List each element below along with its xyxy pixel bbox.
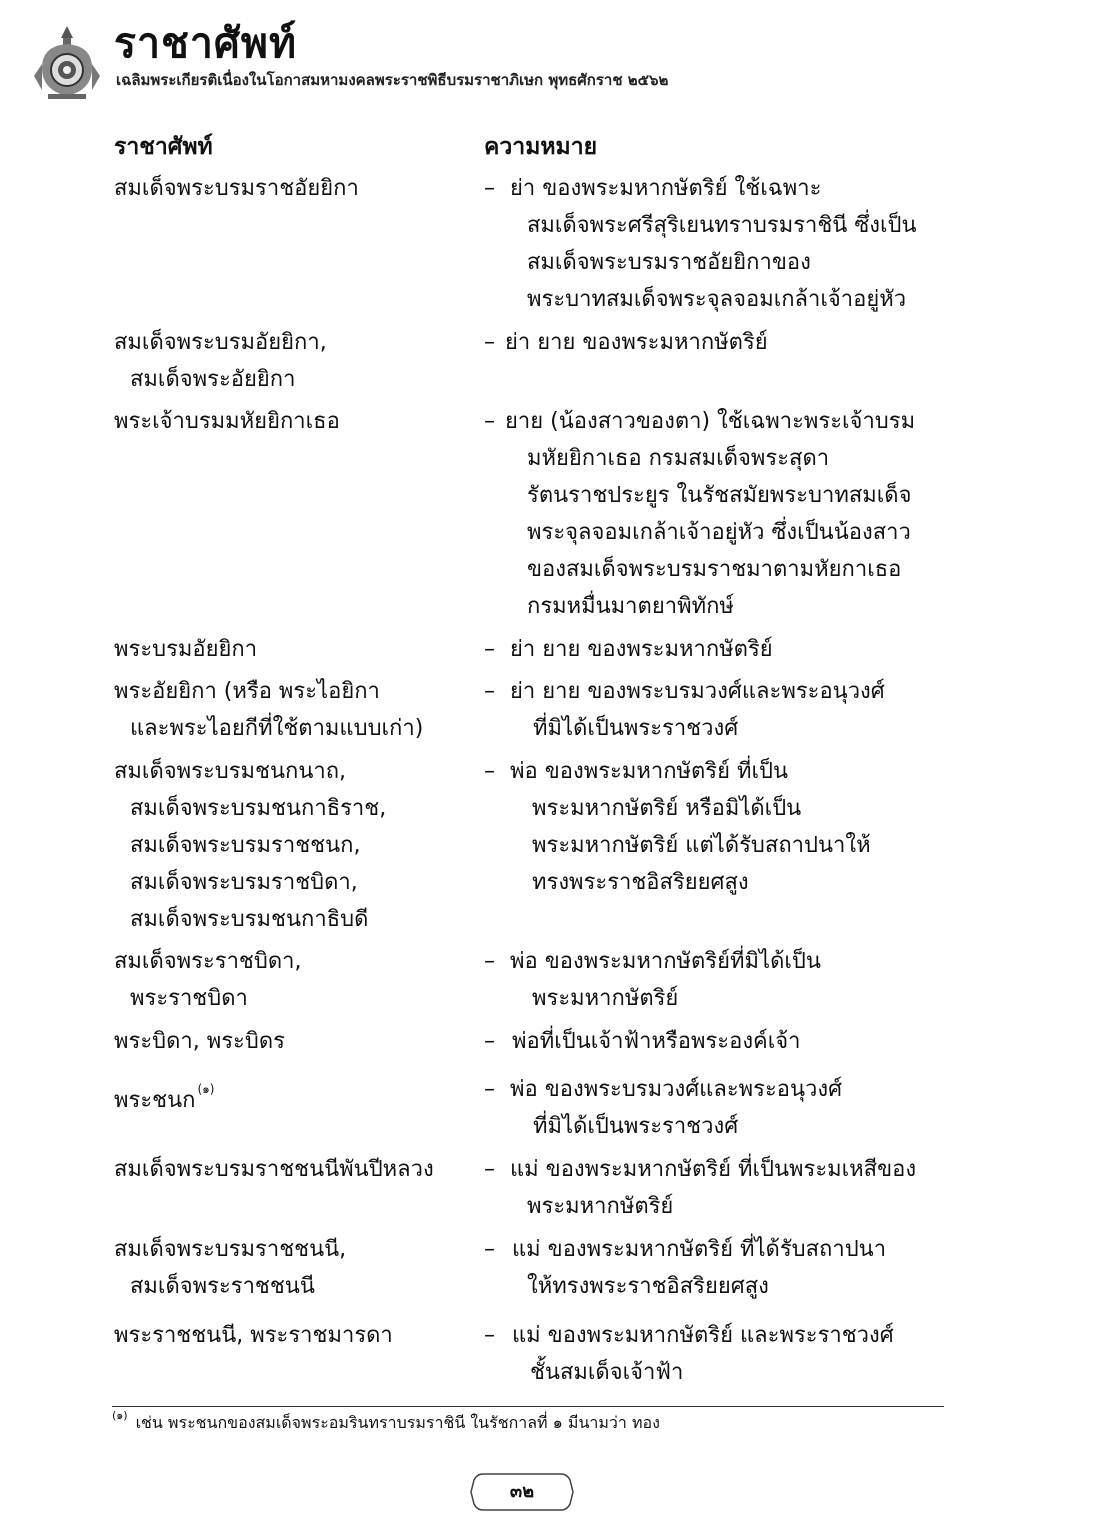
entry-meaning: พระมหากษัตริย์ หรือมิได้เป็น <box>532 796 802 821</box>
entry-term <box>114 1071 214 1119</box>
footnote-mark: (๑) <box>112 1409 128 1422</box>
entry-term: พระเจ้าบรมมหัยยิกาเธอ <box>114 409 340 434</box>
entry-term: สมเด็จพระบรมราชอัยยิกา <box>114 176 359 201</box>
entry-meaning: ย่า ของพระมหากษัตริย์ ใช้เฉพาะ <box>510 176 822 201</box>
entry-term: พระบิดา, พระบิดร <box>114 1029 285 1054</box>
entry-term: สมเด็จพระราชบิดา, <box>114 949 302 974</box>
entry-term: สมเด็จพระบรมราชชนนีพันปีหลวง <box>114 1157 434 1182</box>
entry-meaning: ที่มิได้เป็นพระราชวงศ์ <box>533 716 739 741</box>
entry-term: สมเด็จพระบรมชนกนาถ, <box>114 759 347 784</box>
entry-dash: – <box>484 949 495 974</box>
entry-meaning: ของสมเด็จพระบรมราชมาตามหัยกาเธอ <box>527 557 902 582</box>
entry-dash: – <box>484 1077 495 1102</box>
entry-meaning: พ่อ ของพระบรมวงศ์และพระอนุวงศ์ <box>510 1077 843 1102</box>
entry-meaning: พ่อ ของพระมหากษัตริย์ที่มิได้เป็น <box>510 949 821 974</box>
entry-meaning: พ่อที่เป็นเจ้าฟ้าหรือพระองค์เจ้า <box>512 1029 801 1054</box>
entry-dash: – <box>484 1029 495 1054</box>
entry-dash: – <box>484 409 495 434</box>
entry-term: สมเด็จพระบรมอัยยิกา, <box>114 330 327 355</box>
entry-term: พระอัยยิกา (หรือ พระไอยิกา <box>114 679 380 704</box>
entry-term: สมเด็จพระบรมราชชนก, <box>130 833 361 858</box>
entry-meaning: พระบาทสมเด็จพระจุลจอมเกล้าเจ้าอยู่หัว <box>527 287 907 312</box>
column-heading-term: ราชาศัพท์ <box>114 134 213 160</box>
column-heading-meaning: ความหมาย <box>484 134 598 160</box>
entry-meaning: มหัยยิกาเธอ กรมสมเด็จพระสุดา <box>527 446 830 471</box>
entry-meaning: พระมหากษัตริย์ แต่ได้รับสถาปนาให้ <box>532 833 871 858</box>
entry-term: พระราชชนนี, พระราชมารดา <box>114 1323 393 1348</box>
entry-meaning: สมเด็จพระบรมราชอัยยิกาของ <box>527 250 811 275</box>
footnote <box>112 1408 660 1440</box>
entry-dash: – <box>484 1157 495 1182</box>
entry-term: พระราชบิดา <box>130 986 248 1011</box>
entry-meaning: แม่ ของพระมหากษัตริย์ ที่เป็นพระมเหสีของ <box>510 1157 917 1182</box>
footnote-reference[interactable]: (๑) <box>197 1082 215 1096</box>
entry-meaning: พระมหากษัตริย์ <box>527 1194 674 1219</box>
entry-meaning: พ่อ ของพระมหากษัตริย์ ที่เป็น <box>510 759 789 784</box>
entry-dash: – <box>484 176 495 201</box>
entry-meaning: รัตนราชประยูร ในรัชสมัยพระบาทสมเด็จ <box>527 483 912 508</box>
entry-meaning: พระจุลจอมเกล้าเจ้าอยู่หัว ซึ่งเป็นน้องสาว <box>527 520 911 545</box>
entry-meaning: ย่า ยาย ของพระมหากษัตริย์ <box>510 637 773 662</box>
entry-term: สมเด็จพระบรมชนกาธิราช, <box>130 796 387 821</box>
entry-dash: – <box>484 637 495 662</box>
entry-meaning: ทรงพระราชอิสริยยศสูง <box>532 870 749 895</box>
entry-dash: – <box>484 679 495 704</box>
entry-dash: – <box>484 759 495 784</box>
page-number: ๓๒ <box>509 1481 535 1502</box>
entry-dash: – <box>484 1323 495 1348</box>
book-title: ราชาศัพท์ <box>114 19 297 67</box>
book-subtitle: เฉลิมพระเกียรติเนื่องในโอกาสมหามงคลพระราชพิธีบรมราชาภิเษก พุทธศักราช ๒๕๖๒ <box>116 71 669 89</box>
entry-term-text: พระชนก <box>114 1088 196 1113</box>
entry-meaning: แม่ ของพระมหากษัตริย์ และพระราชวงศ์ <box>512 1323 894 1348</box>
entry-meaning: ที่มิได้เป็นพระราชวงศ์ <box>533 1114 739 1139</box>
footnote-divider <box>112 1406 944 1407</box>
entry-meaning: ให้ทรงพระราชอิสริยยศสูง <box>527 1274 769 1299</box>
entry-dash: – <box>484 330 495 355</box>
entry-meaning: ย่า ยาย ของพระมหากษัตริย์ <box>505 330 768 355</box>
entry-term: และพระไอยกีที่ใช้ตามแบบเก่า) <box>130 716 424 741</box>
entry-term: สมเด็จพระราชชนนี <box>130 1274 315 1299</box>
entry-meaning: พระมหากษัตริย์ <box>532 986 679 1011</box>
entry-meaning: ยาย (น้องสาวของตา) ใช้เฉพาะพระเจ้าบรม <box>505 409 916 434</box>
entry-term: สมเด็จพระบรมราชชนนี, <box>114 1237 347 1262</box>
entry-dash: – <box>484 1237 495 1262</box>
entry-term: สมเด็จพระบรมราชบิดา, <box>130 870 358 895</box>
entry-term: สมเด็จพระอัยยิกา <box>130 367 296 392</box>
entry-meaning: ชั้นสมเด็จเจ้าฟ้า <box>530 1360 684 1385</box>
entry-meaning: กรมหมื่นมาตยาพิทักษ์ <box>527 594 734 619</box>
entry-meaning: ย่า ยาย ของพระบรมวงศ์และพระอนุวงศ์ <box>510 679 885 704</box>
entry-term: สมเด็จพระบรมชนกาธิบดี <box>130 907 369 932</box>
entry-term: พระบรมอัยยิกา <box>114 637 258 662</box>
entry-meaning: แม่ ของพระมหากษัตริย์ ที่ได้รับสถาปนา <box>512 1237 887 1262</box>
entry-meaning: สมเด็จพระศรีสุริเยนทราบรมราชินี ซึ่งเป็น <box>527 213 917 238</box>
footnote-text: เช่น พระชนกของสมเด็จพระอมรินทราบรมราชินี ในรัชกาลที่ ๑ มีนามว่า ทอง <box>135 1413 660 1432</box>
